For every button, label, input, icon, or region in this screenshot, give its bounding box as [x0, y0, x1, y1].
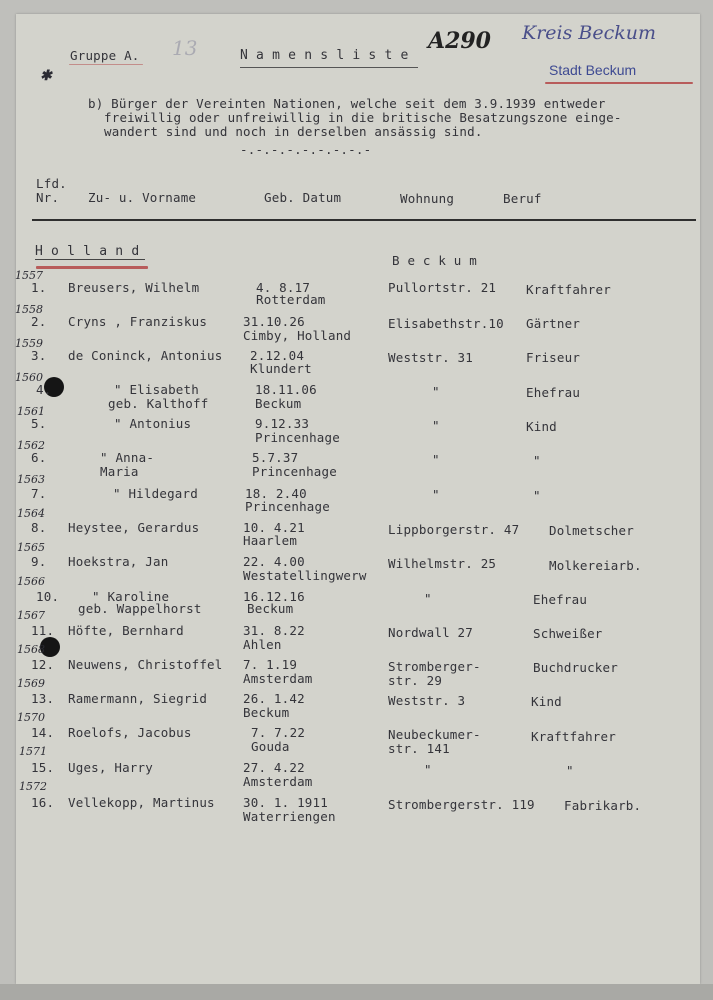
row-address: "	[424, 591, 432, 606]
row-ref-number: 1572	[19, 780, 47, 793]
row-nr: 12.	[31, 657, 55, 672]
row-job: "	[566, 763, 574, 778]
row-place: Cimby, Holland	[243, 328, 352, 343]
row-place: Westatellingwerw	[243, 568, 367, 583]
row-address: Lippborgerstr. 47	[388, 522, 520, 537]
row-nr: 5.	[31, 416, 47, 431]
row-address: Pullortstr. 21	[388, 280, 497, 295]
row-name: Roelofs, Jacobus	[68, 725, 192, 740]
column-nr-line2: Nr.	[36, 190, 60, 205]
row-place: Princenhage	[252, 464, 337, 479]
row-name-line2: Maria	[100, 464, 139, 479]
row-date: 30. 1. 1911	[243, 795, 328, 810]
row-address: Nordwall 27	[388, 625, 473, 640]
row-job: Ehefrau	[526, 385, 581, 400]
row-nr: 14.	[31, 725, 55, 740]
row-date: 18. 2.40	[245, 486, 307, 501]
row-job: Dolmetscher	[549, 523, 634, 538]
row-job: Molkereiarb.	[549, 558, 642, 573]
row-ref-number: 1560	[15, 371, 43, 384]
row-name: " Hildegard	[113, 486, 198, 501]
row-date: 10. 4.21	[243, 520, 305, 535]
row-date: 2.12.04	[250, 348, 305, 363]
row-date: 18.11.06	[255, 382, 317, 397]
column-date: Geb. Datum	[264, 190, 342, 205]
row-date: 4. 8.17	[256, 280, 311, 295]
row-job: "	[533, 488, 541, 503]
row-address: Elisabethstr.10	[388, 316, 504, 331]
row-place: Haarlem	[243, 533, 298, 548]
intro-line-3: wandert sind und noch in derselben ansässig sind.	[104, 124, 483, 139]
row-job: "	[533, 453, 541, 468]
column-job: Beruf	[503, 191, 542, 206]
row-name: " Elisabeth	[114, 382, 199, 397]
row-ref-number: 1569	[17, 677, 45, 690]
row-name: Neuwens, Christoffel	[68, 657, 223, 672]
row-date: 7. 1.19	[243, 657, 298, 672]
row-address: "	[424, 762, 432, 777]
row-ref-number: 1561	[17, 405, 45, 418]
row-nr: 1.	[31, 280, 47, 295]
row-name: Cryns , Franziskus	[68, 314, 208, 329]
row-nr: 13.	[31, 691, 55, 706]
row-place: Amsterdam	[243, 671, 313, 686]
row-name-line2: geb. Wappelhorst	[78, 601, 202, 616]
column-name: Zu- u. Vorname	[88, 190, 197, 205]
row-address: "	[432, 418, 440, 433]
row-job: Schweißer	[533, 626, 603, 641]
row-ref-number: 1559	[15, 337, 43, 350]
row-name: Heystee, Gerardus	[68, 520, 200, 535]
row-nr: 6.	[31, 450, 47, 465]
row-ref-number: 1558	[15, 303, 43, 316]
row-date: 7. 7.22	[251, 725, 306, 740]
row-address-line2: str. 29	[388, 673, 443, 688]
row-place: Ahlen	[243, 637, 282, 652]
row-ref-number: 1567	[17, 609, 45, 622]
section-country: H o l l a n d	[35, 244, 140, 259]
town-stamp: Stadt Beckum	[549, 62, 637, 78]
row-date: 5.7.37	[252, 450, 299, 465]
row-date: 31. 8.22	[243, 623, 305, 638]
margin-mark: ✱	[40, 68, 52, 84]
row-nr: 7.	[31, 486, 47, 501]
row-ref-number: 1568	[17, 643, 45, 656]
intro-line-1: b) Bürger der Vereinten Nationen, welche seit dem 3.9.1939 entweder	[88, 96, 606, 111]
row-address: Strombergerstr. 119	[388, 797, 535, 812]
row-name: " Karoline	[92, 589, 170, 604]
row-address: Wilhelmstr. 25	[388, 556, 497, 571]
row-address: Neubeckumer-	[388, 727, 481, 742]
scan-border	[0, 984, 713, 1000]
row-job: Kraftfahrer	[526, 282, 611, 297]
row-nr: 15.	[31, 760, 55, 775]
row-place: Beckum	[247, 601, 294, 616]
row-nr: 4.	[36, 382, 52, 397]
group-number: 13	[172, 36, 198, 60]
stamp-underline	[545, 82, 693, 84]
row-name: Hoekstra, Jan	[68, 554, 169, 569]
header-rule	[32, 219, 696, 221]
title-underline	[240, 67, 418, 68]
row-date: 27. 4.22	[243, 760, 305, 775]
row-place: Gouda	[251, 739, 290, 754]
row-nr: 16.	[31, 795, 55, 810]
row-date: 16.12.16	[243, 589, 305, 604]
row-place: Beckum	[243, 705, 290, 720]
row-date: 9.12.33	[255, 416, 310, 431]
row-nr: 11.	[31, 623, 55, 638]
group-underline	[69, 64, 143, 65]
row-place: Princenhage	[245, 499, 330, 514]
row-job: Fabrikarb.	[564, 798, 642, 813]
row-ref-number: 1565	[17, 541, 45, 554]
row-job: Kind	[531, 694, 562, 709]
row-address: Weststr. 31	[388, 350, 473, 365]
row-place: Princenhage	[255, 430, 340, 445]
country-underline	[35, 259, 145, 260]
row-place: Beckum	[255, 396, 302, 411]
row-nr: 3.	[31, 348, 47, 363]
row-nr: 8.	[31, 520, 47, 535]
row-ref-number: 1562	[17, 439, 45, 452]
document-title: N a m e n s l i s t e	[240, 48, 409, 63]
row-ref-number: 1571	[19, 745, 47, 758]
row-date: 22. 4.00	[243, 554, 305, 569]
intro-line-2: freiwillig oder unfreiwillig in die britische Besatzungszone einge-	[104, 110, 622, 125]
column-address: Wohnung	[400, 191, 455, 206]
row-date: 31.10.26	[243, 314, 305, 329]
row-ref-number: 1564	[17, 507, 45, 520]
column-nr-line1: Lfd.	[36, 176, 67, 191]
row-job: Ehefrau	[533, 592, 588, 607]
row-place: Klundert	[250, 361, 312, 376]
row-name: " Anna-	[100, 450, 155, 465]
row-name: Vellekopp, Martinus	[68, 795, 215, 810]
row-name: Ramermann, Siegrid	[68, 691, 208, 706]
row-ref-number: 1570	[17, 711, 45, 724]
intro-separator: -.-.-.-.-.-.-.-.-	[240, 142, 372, 157]
row-ref-number: 1563	[17, 473, 45, 486]
row-job: Gärtner	[526, 316, 581, 331]
row-nr: 2.	[31, 314, 47, 329]
row-name: Uges, Harry	[68, 760, 153, 775]
row-ref-number: 1566	[17, 575, 45, 588]
section-town: B e c k u m	[392, 253, 477, 268]
row-name: Höfte, Bernhard	[68, 623, 184, 638]
row-nr: 9.	[31, 554, 47, 569]
row-address-line2: str. 141	[388, 741, 450, 756]
row-job: Friseur	[526, 350, 581, 365]
row-job: Kind	[526, 419, 557, 434]
row-address: "	[432, 384, 440, 399]
row-ref-number: 1557	[15, 269, 43, 282]
row-name: de Coninck, Antonius	[68, 348, 223, 363]
row-place: Waterriengen	[243, 809, 336, 824]
row-date: 26. 1.42	[243, 691, 305, 706]
row-place: Rotterdam	[256, 292, 326, 307]
group-label: Gruppe A.	[70, 48, 140, 63]
row-address: "	[432, 487, 440, 502]
row-name: Breusers, Wilhelm	[68, 280, 200, 295]
row-address: Weststr. 3	[388, 693, 466, 708]
district-note: Kreis Beckum	[522, 22, 657, 44]
row-address: Stromberger-	[388, 659, 481, 674]
row-place: Amsterdam	[243, 774, 313, 789]
row-nr: 10.	[36, 589, 60, 604]
row-address: "	[432, 452, 440, 467]
country-red-underline	[36, 266, 148, 269]
reference-number: A290	[428, 28, 491, 54]
row-name: " Antonius	[114, 416, 192, 431]
row-job: Buchdrucker	[533, 660, 618, 675]
row-name-line2: geb. Kalthoff	[108, 396, 209, 411]
row-job: Kraftfahrer	[531, 729, 616, 744]
